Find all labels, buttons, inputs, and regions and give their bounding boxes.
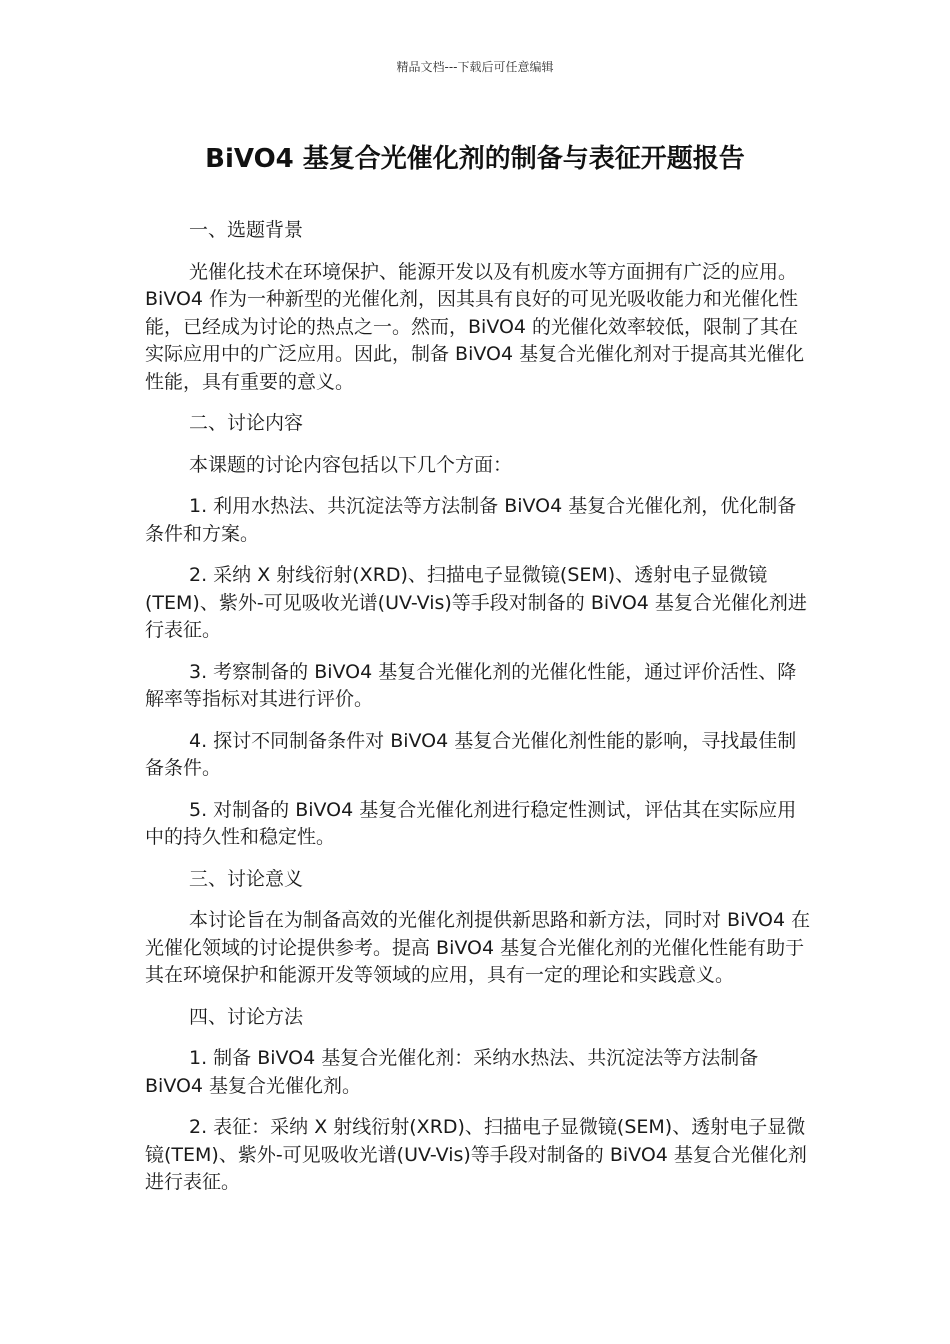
- paragraph-significance: 本讨论旨在为制备高效的光催化剂提供新思路和新方法，同时对 BiVO4 在光催化领域的讨论提供参考。提高 BiVO4 基复合光催化剂的光催化性能有助于其在环境保护和能源开发等领域的应用，具有一定的理论和实践意义。: [145, 909, 811, 986]
- section-heading-methods: 四、讨论方法: [189, 1005, 304, 1028]
- section-heading-significance: 三、讨论意义: [189, 867, 304, 890]
- content-item-2: 2. 采纳 X 射线衍射(XRD)、扫描电子显微镜(SEM)、透射电子显微镜(TEM)、紫外-可见吸收光谱(UV-Vis)等手段对制备的 BiVO4 基复合光催化剂进行表征。: [145, 564, 807, 641]
- section-heading-content: 二、讨论内容: [189, 412, 304, 434]
- document-title: BiVO4 基复合光催化剂的制备与表征开题报告: [205, 144, 745, 174]
- content-item-1: 1. 利用水热法、共沉淀法等方法制备 BiVO4 基复合光催化剂，优化制备条件和方案。: [145, 495, 797, 545]
- content-item-5: 5. 对制备的 BiVO4 基复合光催化剂进行稳定性测试，评估其在实际应用中的持久性和稳定性。: [145, 798, 797, 848]
- paragraph-content-intro: 本课题的讨论内容包括以下几个方面：: [189, 453, 513, 476]
- content-item-4: 4. 探讨不同制备条件对 BiVO4 基复合光催化剂性能的影响，寻找最佳制备条件。: [145, 729, 797, 779]
- method-item-2: 2. 表征：采纳 X 射线衍射(XRD)、扫描电子显微镜(SEM)、透射电子显微镜(TEM)、紫外-可见吸收光谱(UV-Vis)等手段对制备的 BiVO4 基复合光催化剂进行表征。: [145, 1116, 807, 1193]
- section-heading-background: 一、选题背景: [189, 219, 304, 241]
- header-note: 精品文档---下载后可任意编辑: [396, 60, 554, 74]
- method-item-1: 1. 制备 BiVO4 基复合光催化剂：采纳水热法、共沉淀法等方法制备 BiVO4 基复合光催化剂。: [145, 1047, 759, 1097]
- paragraph-background: 光催化技术在环境保护、能源开发以及有机废水等方面拥有广泛的应用。BiVO4 作为一种新型的光催化剂，因其具有良好的可见光吸收能力和光催化性能，已经成为讨论的热点之一。然而，BiVO4 的光催化效率较低，限制了其在实际应用中的广泛应用。因此，制备 BiVO4 基复合光催化剂对于提高其光催化性能，具有重要的意义。: [145, 260, 805, 393]
- content-item-3: 3. 考察制备的 BiVO4 基复合光催化剂的光催化性能，通过评价活性、降解率等指标对其进行评价。: [145, 660, 797, 710]
- document-body: [145, 217, 813, 1211]
